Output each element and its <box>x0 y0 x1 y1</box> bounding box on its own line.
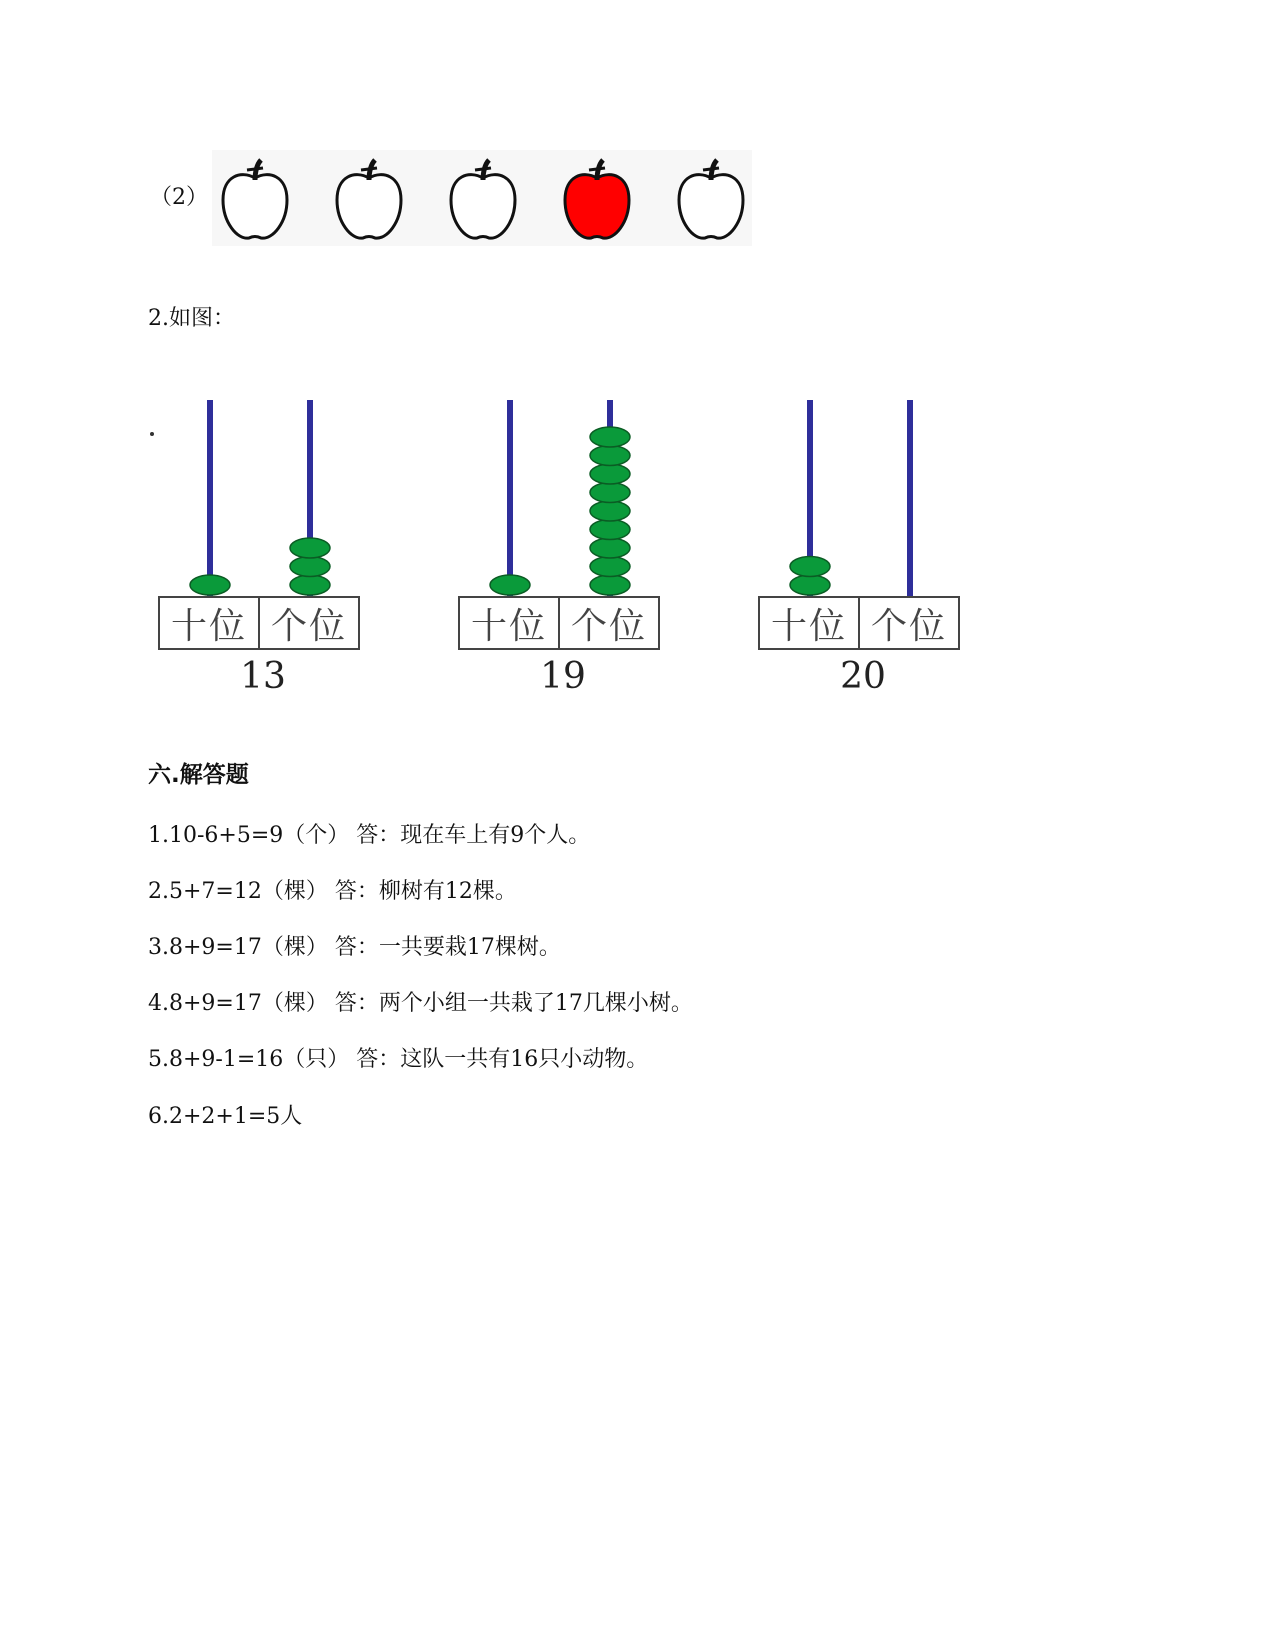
abacus-number: 19 <box>540 656 586 697</box>
answer-line: 4.8+9=17（棵） 答：两个小组一共栽了17几棵小树。 <box>148 991 693 1016</box>
ones-bead <box>590 483 630 503</box>
answer-line: 2.5+7=12（棵） 答：柳树有12棵。 <box>148 879 517 904</box>
ones-bead <box>290 538 330 558</box>
ones-label: 个位 <box>558 598 658 648</box>
answer-line: 1.10-6+5=9（个） 答：现在车上有9个人。 <box>148 823 591 848</box>
apple-row <box>212 150 752 246</box>
ones-bead <box>590 501 630 521</box>
ones-bead <box>590 575 630 595</box>
abacus <box>758 400 968 700</box>
abacus-rods <box>158 400 368 596</box>
abacus-rods <box>758 400 968 596</box>
tens-label: 十位 <box>770 605 847 647</box>
ones-bead <box>290 557 330 577</box>
ones-bead <box>590 520 630 540</box>
tens-label: 十位 <box>470 605 547 647</box>
place-value-labels <box>758 596 960 650</box>
answer-line: 3.8+9=17（棵） 答：一共要栽17棵树。 <box>148 935 561 960</box>
tens-bead <box>490 575 530 595</box>
abacus <box>158 400 368 700</box>
tens-bead <box>190 575 230 595</box>
item-2-title: 2.如图： <box>148 306 235 331</box>
answer-line: 6.2+2+1=5人 <box>148 1104 303 1129</box>
apple-icon <box>217 158 293 244</box>
tens-bead <box>790 557 830 577</box>
ones-bead <box>590 538 630 558</box>
ones-bead <box>590 427 630 447</box>
ones-label: 个位 <box>858 598 958 648</box>
section-heading: 六.解答题 <box>148 762 249 788</box>
apple-icon <box>445 158 521 244</box>
ones-label: 个位 <box>258 598 358 648</box>
ones-bead <box>290 575 330 595</box>
abacus-rods <box>458 400 668 596</box>
apple-icon <box>559 158 635 244</box>
ones-bead <box>590 557 630 577</box>
abacus-number: 20 <box>840 656 886 697</box>
ones-bead <box>590 464 630 484</box>
place-value-labels <box>158 596 360 650</box>
tens-label: 十位 <box>170 605 247 647</box>
tens-bead <box>790 575 830 595</box>
apple-icon <box>673 158 749 244</box>
answer-line: 5.8+9-1=16（只） 答：这队一共有16只小动物。 <box>148 1047 649 1072</box>
place-value-labels <box>458 596 660 650</box>
abacus-number: 13 <box>240 656 286 697</box>
question-2-label: （2） <box>150 185 208 210</box>
stray-dot <box>150 432 154 436</box>
abacus <box>458 400 668 700</box>
apple-icon <box>331 158 407 244</box>
ones-bead <box>590 446 630 466</box>
